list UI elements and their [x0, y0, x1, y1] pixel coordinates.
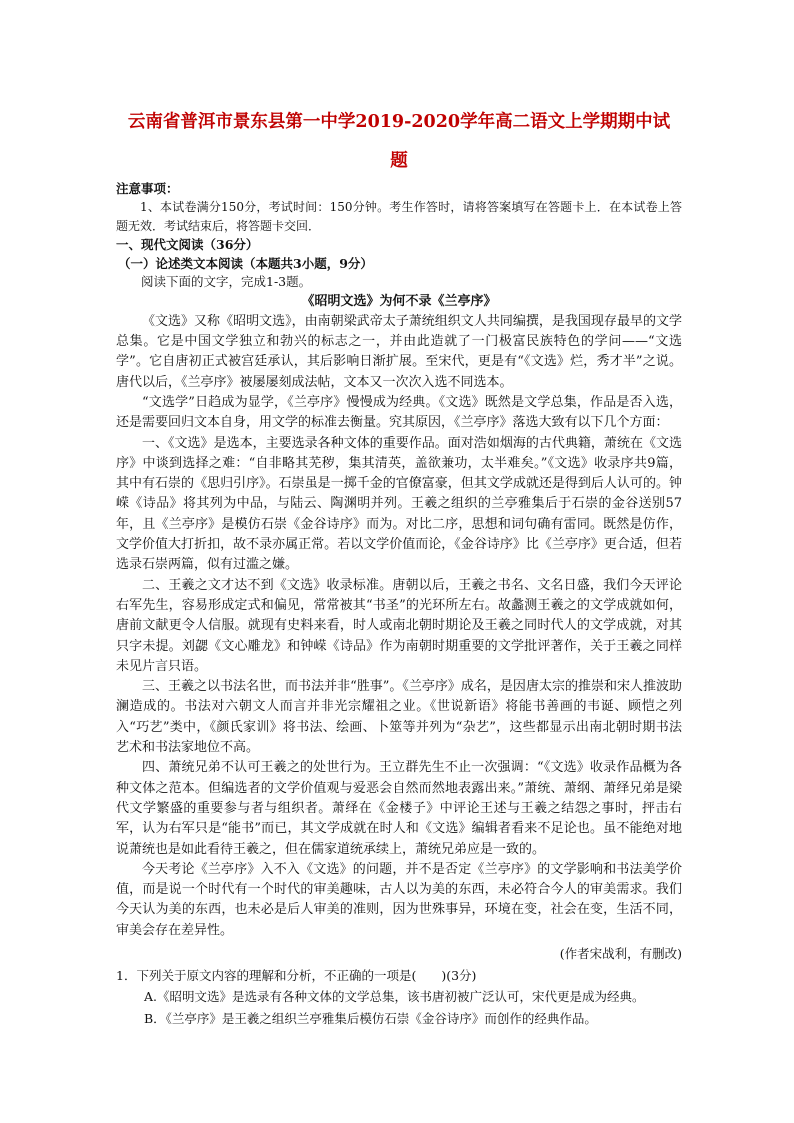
reading-instruction: 阅读下面的文字，完成1-3题。	[141, 274, 312, 290]
article-paragraph: 今天考论《兰亭序》入不入《文选》的问题，并不是否定《兰亭序》的文学影响和书法美学价值，而是说一个时代有一个时代的审美趣味，古人以为美的东西，未必符合今人的审美需求。我们今天认为美的东西，也未必是后人审美的准则，因为世殊事异，环境在变，社会在变，生活不同，审美会存在差异性。	[116, 861, 682, 938]
article-paragraph: “文选学”日趋成为显学，《兰亭序》慢慢成为经典。《文选》既然是文学总集，作品是否入选，还是需要回归文本自身，用文学的标准去衡量。究其原因，《兰亭序》落选大致有以下几个方面：	[116, 394, 682, 431]
question-1: 1．下列关于原文内容的理解和分析，不正确的一项是( )(3分)	[116, 967, 477, 983]
article-title: 《昭明文选》为何不录《兰亭序》	[301, 293, 497, 309]
exam-page	[116, 100, 682, 1030]
article-paragraph: 三、王羲之以书法名世，而书法并非“胜事”。《兰亭序》成名，是因唐太宗的推崇和宋人推波助澜造成的。书法对六朝文人而言并非光宗耀祖之业。《世说新语》将能书善画的韦诞、顾恺之列入“巧艺”类中，《颜氏家训》将书法、绘画、卜筮等并列为“杂艺”，这些都显示出南北朝时期书法艺术和书法家地位不高。	[116, 679, 682, 756]
author-note: (作者宋战利，有删改)	[559, 945, 682, 961]
subsection-heading: （一）论述类文本阅读（本题共3小题，9分）	[118, 256, 373, 272]
article-paragraph: 一、《文选》是选本，主要选录各种文体的重要作品。面对浩如烟海的古代典籍，萧统在《文选序》中谈到选择之难：“自非略其芜秽，集其清英，盖欲兼功，太半难矣。”《文选》收录序共9篇，其中有石崇的《思归引序》。石崇虽是一掷千金的官僚富豪，但其文学成就还是得到后人认可的。钟嵘《诗品》将其列为中品，与陆云、陶渊明并列。王羲之组织的兰亭雅集后于石崇的金谷送别57年，且《兰亭序》是模仿石崇《金谷诗序》而为。对比二序，思想和词句确有雷同。既然是仿作，文学价值大打折扣，故不录亦属正常。若以文学价值而论，《金谷诗序》比《兰亭序》更合适，但若选录石崇两篇，似有过滥之嫌。	[116, 435, 682, 573]
article-paragraph: 《文选》又称《昭明文选》，由南朝梁武帝太子萧统组织文人共同编撰，是我国现存最早的文学总集。它是中国文学独立和勃兴的标志之一，并由此造就了一门极富民族特色的学问——“文选学”。它自唐初正式被宫廷承认，其后影响日渐扩展。至宋代，更是有“《文选》烂，秀才半”之说。唐代以后，《兰亭序》被屡屡刻成法帖，文本又一次次入选不同选本。	[116, 313, 682, 390]
notice-heading: 注意事项：	[116, 181, 179, 196]
notice-text: 1、本试卷满分150分，考试时间：150分钟。考生作答时，请将答案填写在答题卡上．在本试卷上答题无效．考试结束后，将答题卡交回．	[116, 200, 682, 233]
section-heading: 一、现代文阅读（36分）	[116, 237, 259, 253]
article-paragraph: 四、萧统兄弟不认可王羲之的处世行为。王立群先生不止一次强调：“《文选》收录作品概为各种文体之范本。但编选者的文学价值观与爱恶会自然而然地表露出来。”萧统、萧纲、萧绎兄弟是梁代文学繁盛的重要参与者与组织者。萧绎在《金楼子》中评论王述与王羲之结怨之事时，抨击右军，认为右军只是“能书”而已，其文学成就在时人和《文选》编辑者看来不足论也。虽不能绝对地说萧统也是如此看待王羲之，但在儒家道统承续上，萧统兄弟应是一致的。	[116, 760, 682, 857]
document-title-continued: 题	[390, 151, 408, 171]
option-a: A.《昭明文选》是选录有各种文体的文学总集，该书唐初被广泛认可，宋代更是成为经典。	[144, 988, 645, 1004]
option-b: B．《兰亭序》是王羲之组织兰亭雅集后模仿石崇《金谷诗序》而创作的经典作品。	[144, 1010, 597, 1026]
document-title: 云南省普洱市景东县第一中学2019-2020学年高二语文上学期期中试	[127, 112, 671, 132]
article-paragraph: 二、王羲之文才达不到《文选》收录标准。唐朝以后，王羲之书名、文名日盛，我们今天评论右军先生，容易形成定式和偏见，常常被其“书圣”的光环所左右。故蠡测王羲之的文学成就如何，唐前文献更令人信服。就现有史料来看，时人或南北朝时期论及王羲之同时代人的文学成就，对其只字未提。刘勰《文心雕龙》和钟嵘《诗品》作为南朝时期重要的文学批评著作，关于王羲之同样未见片言只语。	[116, 577, 682, 674]
